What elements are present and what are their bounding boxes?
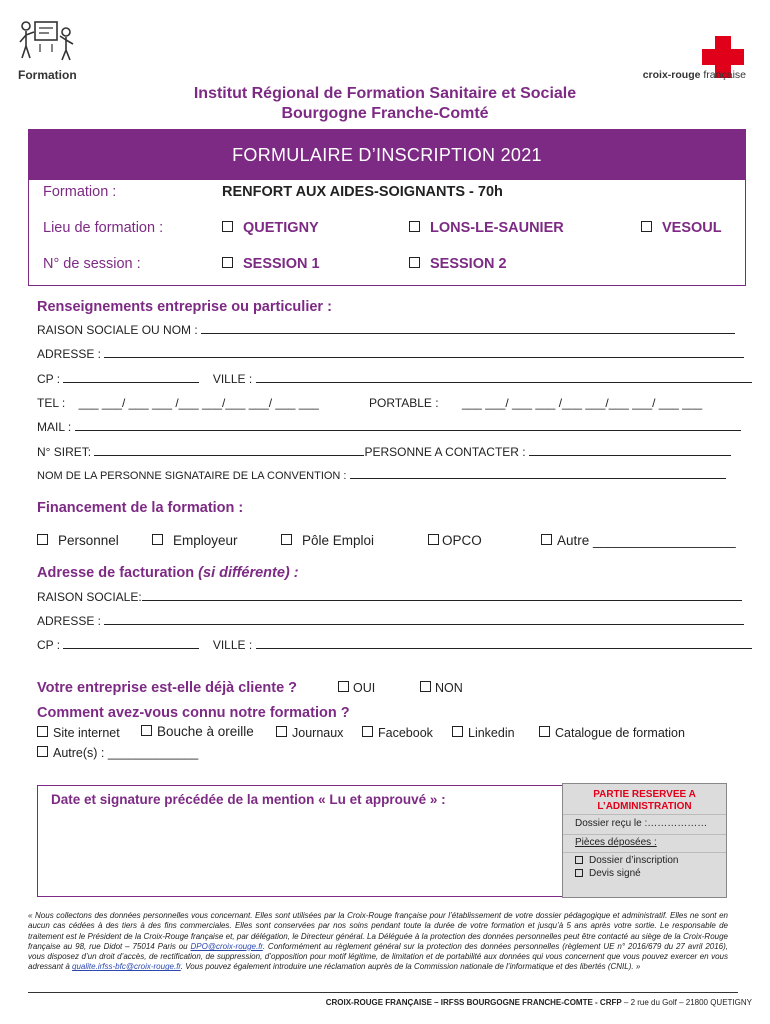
mail-line: MAIL : <box>37 420 741 434</box>
checkbox-icon[interactable] <box>409 257 420 268</box>
financement-autre[interactable]: Autre ___________________ <box>541 533 736 548</box>
checkbox-icon[interactable] <box>152 534 163 545</box>
lieu-option-lons[interactable]: LONS-LE-SAUNIER <box>409 220 564 236</box>
facturation-adresse-line: ADRESSE : <box>37 614 744 628</box>
checkbox-icon[interactable] <box>541 534 552 545</box>
financement-title: Financement de la formation : <box>37 500 244 516</box>
croix-rouge-brand: croix-rouge française <box>642 69 746 81</box>
raison-sociale-line: RAISON SOCIALE OU NOM : <box>37 323 735 337</box>
connu-autre[interactable]: Autre(s) : _____________ <box>37 746 198 760</box>
teacher-board-icon <box>18 18 78 62</box>
ville-field[interactable] <box>256 373 752 383</box>
connu-question: Comment avez-vous connu notre formation ? <box>37 705 350 721</box>
admin-pieces-label: Pièces déposées : <box>575 837 657 848</box>
signataire-field[interactable] <box>350 469 726 479</box>
formation-logo-label: Formation <box>18 68 77 82</box>
checkbox-icon[interactable] <box>281 534 292 545</box>
registration-form-box <box>28 129 746 286</box>
footer: CROIX-ROUGE FRANÇAISE – IRFSS BOURGOGNE FRANCHE-COMTE - CRFP – 2 rue du Golf – 21800 QUETIGNY <box>325 998 752 1007</box>
checkbox-icon[interactable] <box>428 534 439 545</box>
facturation-raison-field[interactable] <box>142 591 742 601</box>
form-title: FORMULAIRE D’INSCRIPTION 2021 <box>29 130 745 180</box>
checkbox-icon[interactable] <box>338 681 349 692</box>
signataire-line: NOM DE LA PERSONNE SIGNATAIRE DE LA CONVENTION : <box>37 469 726 482</box>
connu-linkedin[interactable]: Linkedin <box>452 726 515 740</box>
checkbox-icon[interactable] <box>539 726 550 737</box>
financement-pole-emploi[interactable]: Pôle Emploi <box>281 533 374 548</box>
formation-value: RENFORT AUX AIDES-SOIGNANTS - 70h <box>222 184 503 200</box>
checkbox-icon[interactable] <box>141 725 152 736</box>
facturation-title: Adresse de facturation (si différente) : <box>37 565 299 581</box>
lieu-option-vesoul[interactable]: VESOUL <box>641 220 722 236</box>
facturation-raison-line: RAISON SOCIALE: <box>37 590 742 604</box>
checkbox-icon[interactable] <box>37 746 48 757</box>
checkbox-icon[interactable] <box>37 726 48 737</box>
checkbox-icon[interactable] <box>575 856 583 864</box>
client-non[interactable]: NON <box>420 681 463 695</box>
portable-field[interactable]: ___ ___/ ___ ___ /___ ___/___ ___/ ___ ___ <box>461 396 703 410</box>
admin-item-inscription[interactable]: Dossier d’inscription <box>575 855 678 866</box>
session-option-2[interactable]: SESSION 2 <box>409 256 507 272</box>
checkbox-icon[interactable] <box>641 221 652 232</box>
checkbox-icon[interactable] <box>222 257 233 268</box>
formation-label: Formation : <box>43 184 117 200</box>
adresse-field[interactable] <box>104 348 744 358</box>
adresse-line: ADRESSE : <box>37 347 744 361</box>
checkbox-icon[interactable] <box>37 534 48 545</box>
connu-journaux[interactable]: Journaux <box>276 726 343 740</box>
cp-field[interactable] <box>63 373 199 383</box>
renseignements-title: Renseignements entreprise ou particulier : <box>37 299 332 315</box>
checkbox-icon[interactable] <box>276 726 287 737</box>
client-oui[interactable]: OUI <box>338 681 375 695</box>
connu-bouche-oreille[interactable]: Bouche à oreille <box>141 724 254 739</box>
lieu-option-quetigny[interactable]: QUETIGNY <box>222 220 319 236</box>
checkbox-icon[interactable] <box>452 726 463 737</box>
footer-divider <box>28 992 738 993</box>
cp-ville-line: CP : VILLE : <box>37 372 752 386</box>
dpo-email-link[interactable]: DPO@croix-rouge.fr <box>190 941 263 951</box>
session-label: N° de session : <box>43 256 141 272</box>
institute-title-line1: Institut Régional de Formation Sanitaire et Sociale <box>193 85 577 102</box>
lieu-label: Lieu de formation : <box>43 220 164 236</box>
checkbox-icon[interactable] <box>222 221 233 232</box>
mail-field[interactable] <box>75 421 741 431</box>
formation-logo <box>18 18 88 82</box>
siret-field[interactable] <box>94 446 364 456</box>
qualite-email-link[interactable]: qualite.irfss-bfc@croix-rouge.fr <box>72 962 181 972</box>
personne-contact-field[interactable] <box>529 446 731 456</box>
portable-line: PORTABLE : ___ ___/ ___ ___ /___ ___/___ ___/ ___ ___ <box>369 396 703 410</box>
client-question: Votre entreprise est-elle déjà cliente ? <box>37 680 298 696</box>
facturation-cp-field[interactable] <box>63 639 199 649</box>
connu-facebook[interactable]: Facebook <box>362 726 433 740</box>
session-option-1[interactable]: SESSION 1 <box>222 256 320 272</box>
checkbox-icon[interactable] <box>575 869 583 877</box>
checkbox-icon[interactable] <box>420 681 431 692</box>
connu-site-internet[interactable]: Site internet <box>37 726 120 740</box>
raison-sociale-field[interactable] <box>201 324 735 334</box>
facturation-ville-field[interactable] <box>256 639 752 649</box>
tel-line: TEL : ___ ___/ ___ ___ /___ ___/___ ___/ ___ ___ <box>37 396 319 410</box>
institute-title-line2: Bourgogne Franche-Comté <box>281 105 489 122</box>
siret-line: N° SIRET: PERSONNE A CONTACTER : <box>37 445 731 459</box>
financement-opco[interactable]: OPCO <box>428 533 482 548</box>
tel-field[interactable]: ___ ___/ ___ ___ /___ ___/___ ___/ ___ ___ <box>78 396 319 410</box>
signature-label: Date et signature précédée de la mention « Lu et approuvé » : <box>51 792 446 807</box>
financement-personnel[interactable]: Personnel <box>37 533 119 548</box>
financement-employeur[interactable]: Employeur <box>152 533 238 548</box>
admin-reserved-box <box>562 783 727 898</box>
legal-notice: « Nous collectons des données personnelles vous concernant. Elles sont utilisées par la Croix-Rouge française pour l’établissement de votre dossier pédagogique et administratif. Elles ne sont en aucun cas cédées à des tiers à des fins commerciales. Elles sont conservées par nos soins pendant toute la durée de votre formation et jusqu’à 5 ans après votre sortie. Le responsable de traitement est le Président de la Croix-Rouge française et, par délégation, le Directeur général. La Déléguée à la protection des données personnelles peut être contacté au siège de la Croix-Rouge française au 98, rue Didot – 75014 Paris ou DPO@croix-rouge.fr. Conformément au règlement général sur la protection des données personnelles (règlement UE n° 2016/679 du 27 avril 2016), vous disposez d’un droit d’accès, de rectification, de suppression, d’opposition pour motif légitime, de limitation et de portabilité aux données qui vous concernent que vous pouvez exercer en vous adressant à qualite.irfss-bfc@croix-rouge.fr. Vous pouvez également introduire une réclamation auprès de la Commission nationale de l’informatique et des libertés (CNIL). » <box>28 911 728 972</box>
facturation-adresse-field[interactable] <box>104 615 744 625</box>
admin-item-devis[interactable]: Devis signé <box>575 868 641 879</box>
facturation-cp-ville-line: CP : VILLE : <box>37 638 752 652</box>
admin-dossier-recu: Dossier reçu le :……………… <box>575 818 708 829</box>
connu-catalogue[interactable]: Catalogue de formation <box>539 726 685 740</box>
institute-title <box>0 84 770 124</box>
admin-title: PARTIE RESERVEE A L’ADMINISTRATION <box>593 789 696 812</box>
checkbox-icon[interactable] <box>409 221 420 232</box>
checkbox-icon[interactable] <box>362 726 373 737</box>
